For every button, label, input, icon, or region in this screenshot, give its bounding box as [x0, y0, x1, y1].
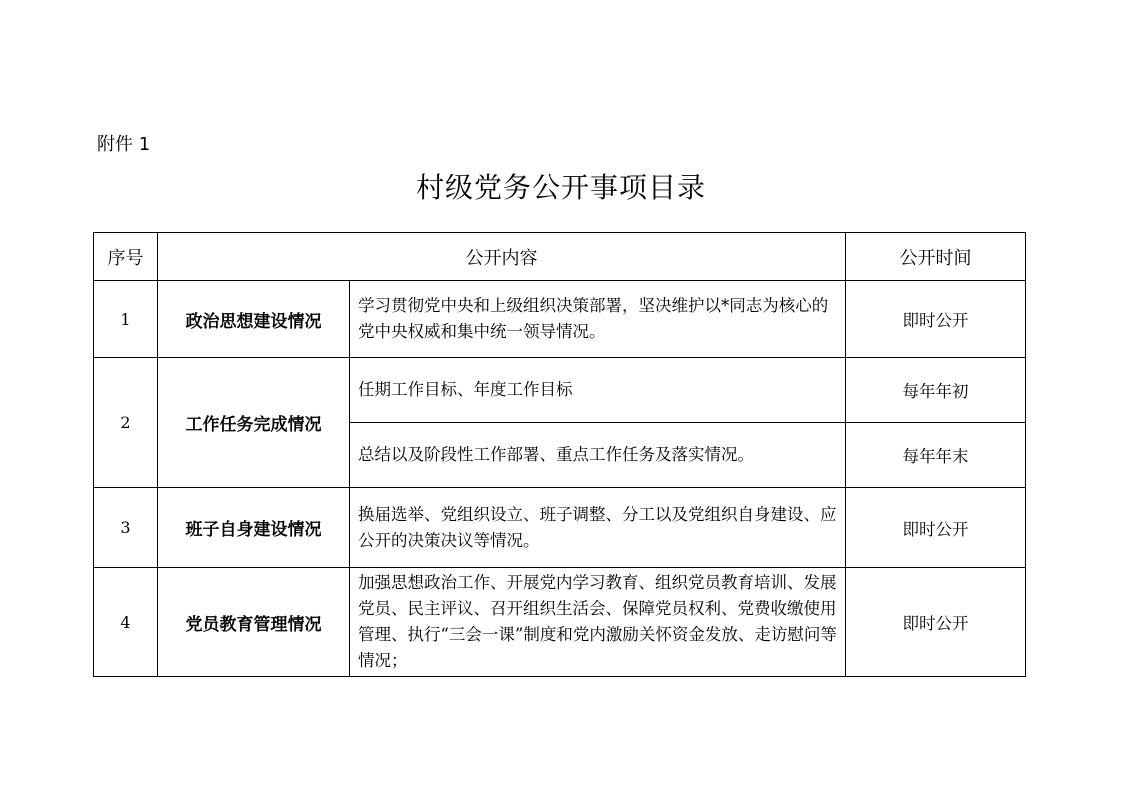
table-row [94, 568, 1026, 677]
row-category: 班子自身建设情况 [158, 488, 350, 568]
row-content: 任期工作目标、年度工作目标 [350, 358, 846, 423]
table-row [94, 281, 1026, 358]
row-number: 3 [94, 488, 158, 568]
row-time: 每年年初 [846, 358, 1026, 423]
row-category: 工作任务完成情况 [158, 358, 350, 488]
row-number: 2 [94, 358, 158, 488]
row-time: 即时公开 [846, 568, 1026, 677]
row-time: 即时公开 [846, 488, 1026, 568]
disclosure-table [93, 232, 1026, 677]
table-header-row [94, 233, 1026, 281]
table-row [94, 488, 1026, 568]
table-row [94, 358, 1026, 423]
attachment-label: 附件 1 [97, 134, 151, 155]
row-category: 党员教育管理情况 [158, 568, 350, 677]
row-content: 总结以及阶段性工作部署、重点工作任务及落实情况。 [350, 423, 846, 488]
header-time: 公开时间 [846, 233, 1026, 281]
row-time: 即时公开 [846, 281, 1026, 358]
row-content: 换届选举、党组织设立、班子调整、分工以及党组织自身建设、应公开的决策决议等情况。 [350, 488, 846, 568]
row-content: 学习贯彻党中央和上级组织决策部署，坚决维护以*同志为核心的党中央权威和集中统一领导情况。 [350, 281, 846, 358]
row-category: 政治思想建设情况 [158, 281, 350, 358]
row-content: 加强思想政治工作、开展党内学习教育、组织党员教育培训、发展党员、民主评议、召开组织生活会、保障党员权利、党费收缴使用管理、执行“三会一课”制度和党内激励关怀资金发放、走访慰问等情况； [350, 568, 846, 677]
row-number: 1 [94, 281, 158, 358]
header-no: 序号 [94, 233, 158, 281]
row-time: 每年年末 [846, 423, 1026, 488]
page-title: 村级党务公开事项目录 [415, 171, 706, 204]
header-content: 公开内容 [158, 233, 846, 281]
row-number: 4 [94, 568, 158, 677]
